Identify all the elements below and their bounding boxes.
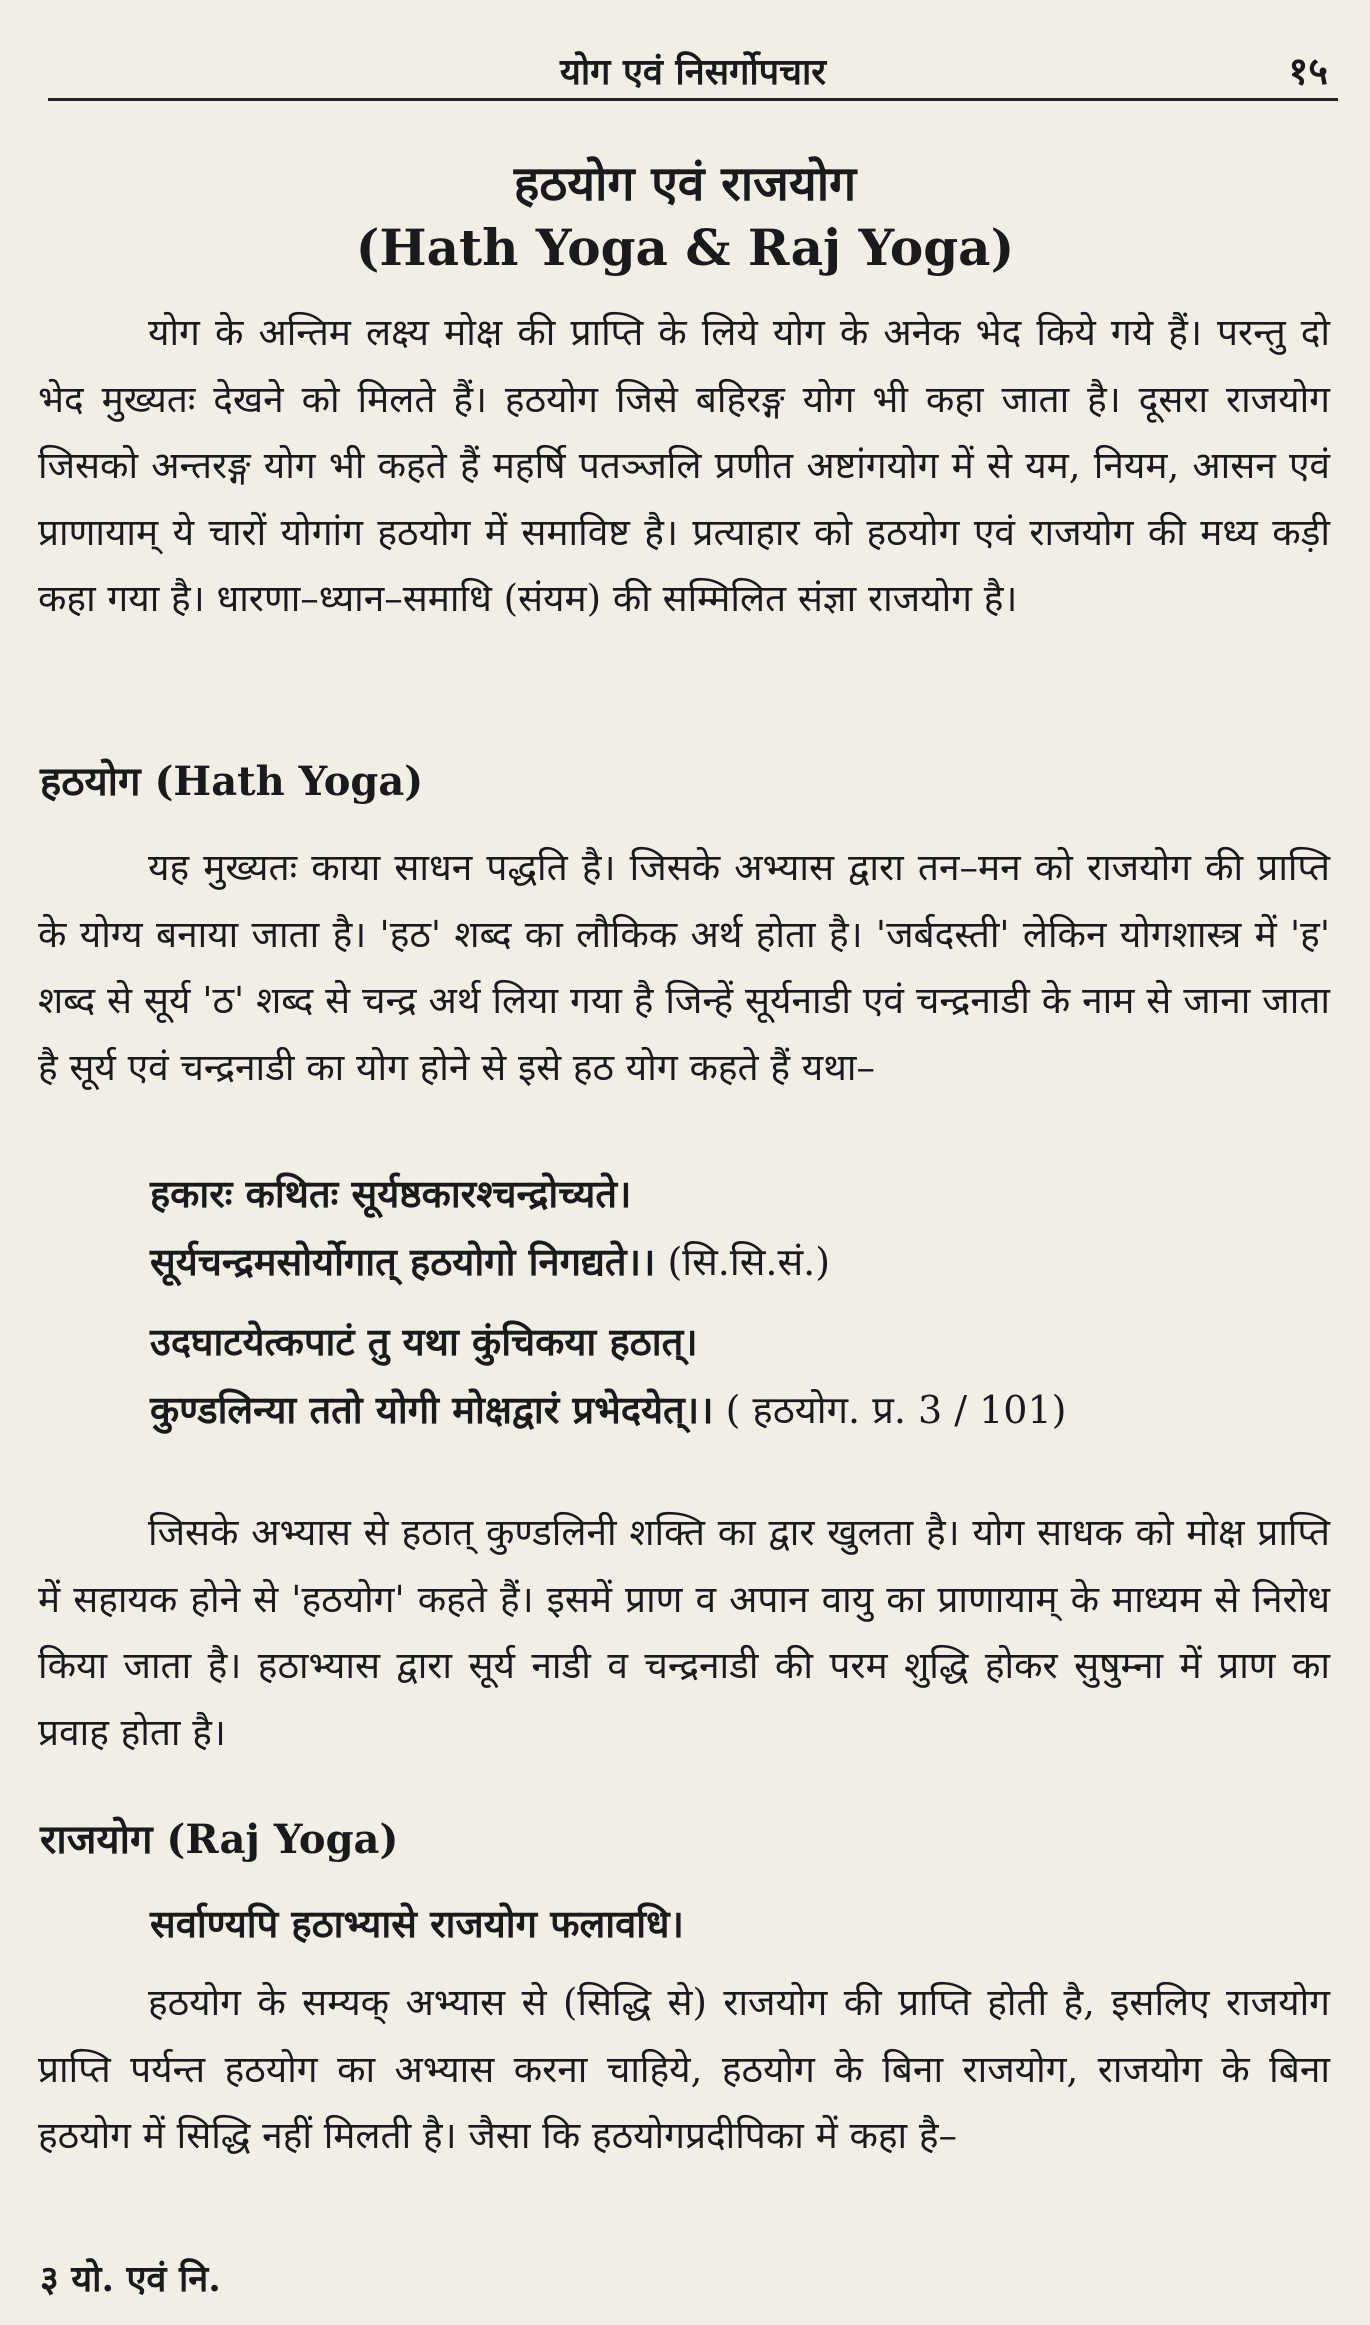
verse-text: सर्वाण्यपि हठाभ्यासे राजयोग फलावधि। bbox=[150, 1901, 684, 1946]
hath-yoga-heading-hindi: हठयोग bbox=[40, 758, 141, 805]
verse-text: उदघाटयेत्कपाटं तु यथा कुंचिकया हठात्। bbox=[150, 1319, 698, 1364]
hath-yoga-paragraph-2-text: जिसके अभ्यास से हठात् कुण्डलिनी शक्ति का द्वार खुलता है। योग साधक को मोक्ष प्राप्ति में सहायक होने से 'हठयोग' कहते हैं। इसमें प्राण व अपान वायु का प्राणायाम् के माध्यम से निरोध किया जाता है। हठाभ्यास द्वारा सूर्य नाडी व चन्द्रनाडी की परम शुद्धि होकर सुषुम्ना में प्राण का प्रवाह होता है। bbox=[38, 1511, 1330, 1754]
hath-yoga-paragraph-2 bbox=[38, 1500, 1330, 1766]
chapter-heading-english: (Hath Yoga & Raj Yoga) bbox=[355, 218, 1015, 277]
verse-text: कुण्डलिन्या ततो योगी मोक्षद्वारं प्रभेदयेत्।। bbox=[150, 1387, 714, 1432]
raj-yoga-heading bbox=[40, 1810, 398, 1865]
verse-text: हकारः कथितः सूर्यष्ठकारश्चन्द्रोच्यते। bbox=[150, 1171, 632, 1216]
raj-yoga-paragraph bbox=[38, 1970, 1330, 2170]
raj-yoga-heading-english: (Raj Yoga) bbox=[166, 1816, 399, 1863]
hath-yoga-verses bbox=[150, 1160, 1300, 1444]
chapter-heading-hindi: हठयोग एवं राजयोग bbox=[513, 156, 857, 212]
verse-line bbox=[150, 1228, 1300, 1296]
hath-yoga-paragraph bbox=[38, 835, 1330, 1101]
page-number: १५ bbox=[1288, 48, 1328, 93]
verse-reference: ( हठयोग. प्र. 3 / 101) bbox=[713, 1388, 1067, 1432]
hath-yoga-heading-english: (Hath Yoga) bbox=[154, 758, 424, 805]
hath-yoga-heading bbox=[40, 752, 423, 807]
signature-mark: ३ यो. एवं नि. bbox=[40, 2258, 221, 2300]
raj-yoga-paragraph-text: हठयोग के सम्यक् अभ्यास से (सिद्धि से) राजयोग की प्राप्ति होती है, इसलिए राजयोग प्राप्ति पर्यन्त हठयोग का अभ्यास करना चाहिये, हठयोग के बिना राजयोग, राजयोग के बिना हठयोग में सिद्धि नहीं मिलती है। जैसा कि हठयोगप्रदीपिका में कहा है– bbox=[38, 1981, 1330, 2157]
running-title: योग एवं निसर्गोपचार bbox=[559, 51, 827, 93]
raj-yoga-verse bbox=[150, 1890, 1300, 1958]
verse-line bbox=[150, 1308, 1300, 1376]
raj-yoga-heading-hindi: राजयोग bbox=[40, 1816, 153, 1863]
running-header bbox=[48, 40, 1338, 101]
verse-text: सूर्यचन्द्रमसोर्योगात् हठयोगो निगद्यते।। bbox=[150, 1239, 656, 1284]
verse-reference: (सि.सि.सं.) bbox=[655, 1240, 831, 1284]
verse-line bbox=[150, 1376, 1300, 1444]
intro-paragraph bbox=[38, 300, 1330, 633]
hath-yoga-paragraph-text: यह मुख्यतः काया साधन पद्धति है। जिसके अभ्यास द्वारा तन–मन को राजयोग की प्राप्ति के योग्य बनाया जाता है। 'हठ' शब्द का लौकिक अर्थ होता है। 'जर्बदस्ती' लेकिन योगशास्त्र में 'ह' शब्द से सूर्य 'ठ' शब्द से चन्द्र अर्थ लिया गया है जिन्हें सूर्यनाडी एवं चन्द्रनाडी के नाम से जाना जाता है सूर्य एवं चन्द्रनाडी का योग होने से इसे हठ योग कहते हैं यथा– bbox=[38, 846, 1330, 1089]
verse-line bbox=[150, 1160, 1300, 1228]
intro-paragraph-text: योग के अन्तिम लक्ष्य मोक्ष की प्राप्ति के लिये योग के अनेक भेद किये गये हैं। परन्तु दो भेद मुख्यतः देखने को मिलते हैं। हठयोग जिसे बहिरङ्ग योग भी कहा जाता है। दूसरा राजयोग जिसको अन्तरङ्ग योग भी कहते हैं महर्षि पतञ्जलि प्रणीत अष्टांगयोग में से यम, नियम, आसन एवं प्राणायाम् ये चारों योगांग हठयोग में समाविष्ट है। प्रत्याहार को हठयोग एवं राजयोग की मध्य कड़ी कहा गया है। धारणा–ध्यान–समाधि (संयम) की सम्मिलित संज्ञा राजयोग है। bbox=[38, 311, 1330, 620]
